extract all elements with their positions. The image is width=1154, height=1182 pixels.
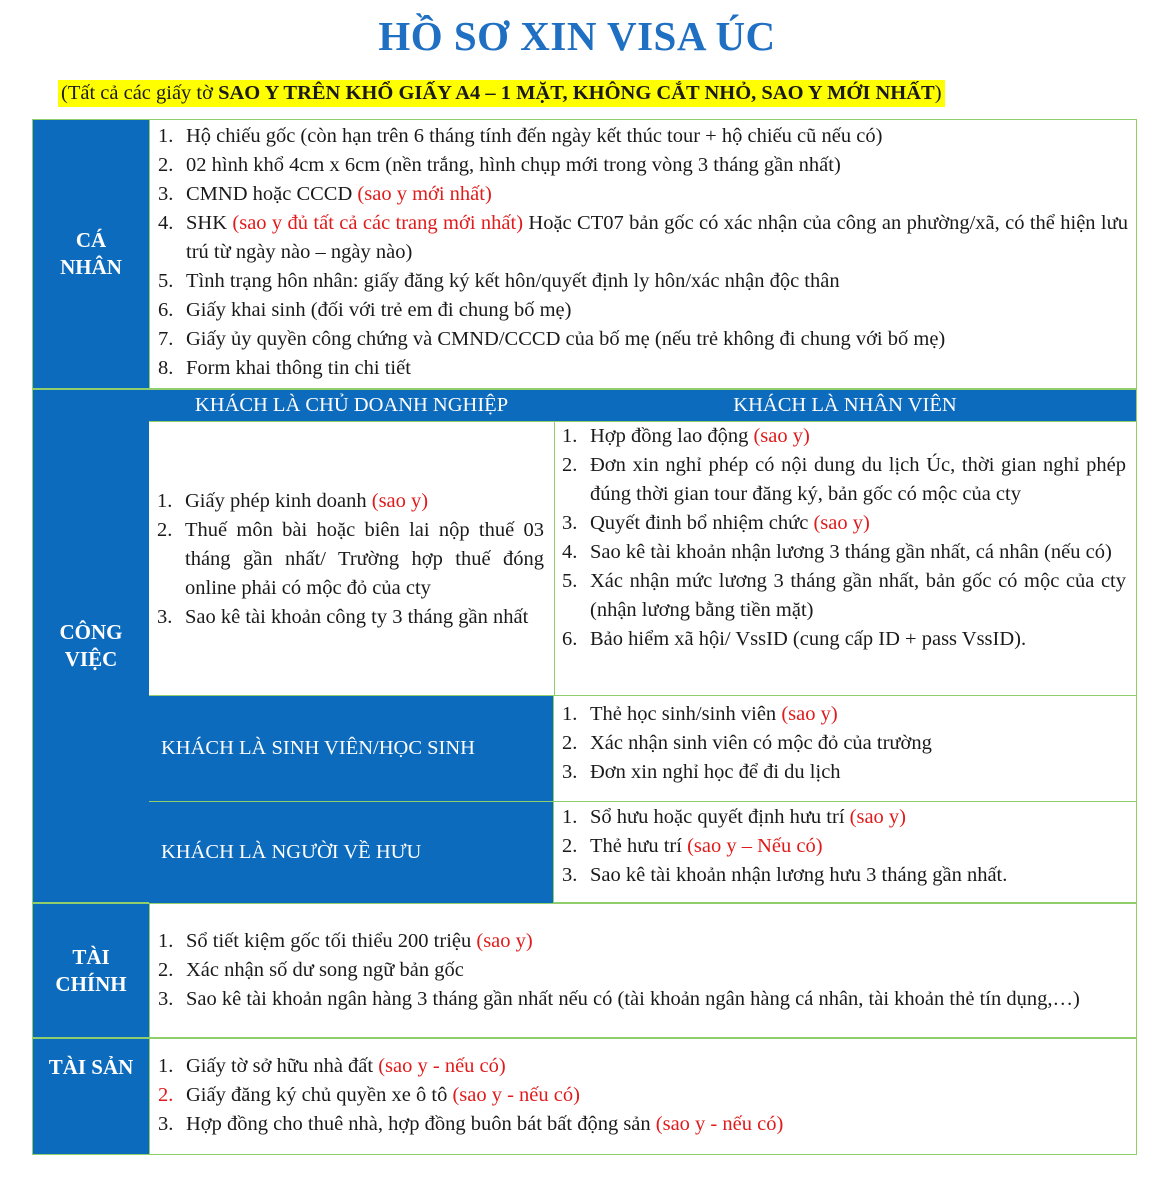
list-item (150, 325, 1128, 354)
item-text: Tình trạng hôn nhân: giấy đăng ký kết hôn/quyết định ly hôn/xác nhận độc thân (186, 270, 840, 292)
section-tai-san (32, 1038, 1137, 1155)
list-item-text (590, 567, 1126, 625)
item-text: Sao kê tài khoản nhận lương hưu 3 tháng gần nhất. (590, 864, 1008, 886)
list-tai-san (150, 1052, 1136, 1139)
list-item-number: 3. (158, 183, 174, 205)
list-item-number: 1. (158, 930, 174, 952)
list-item (150, 927, 1128, 956)
note-suffix: ) (934, 82, 942, 104)
list-item (554, 861, 1126, 890)
list-item-number: 2. (158, 1084, 174, 1106)
list-item-text (590, 625, 1126, 654)
section-label-cong-viec: CÔNG VIỆC (33, 390, 149, 902)
item-text: Xác nhận số dư song ngữ bản gốc (186, 959, 464, 981)
list-item (150, 267, 1128, 296)
list-item-text (186, 985, 1128, 1014)
list-item-text (186, 267, 1128, 296)
item-text: Sổ hưu hoặc quyết định hưu trí (590, 806, 850, 828)
list-item-text (590, 700, 1126, 729)
list-item-text (186, 209, 1128, 267)
item-text: Thuế môn bài hoặc biên lai nộp thuế 03 tháng gần nhất/ Trường hợp thuế đóng online phải có mộc đỏ của cty (185, 518, 544, 599)
list-item-text (590, 538, 1126, 567)
item-text: Đơn xin nghỉ học để đi du lịch (590, 761, 841, 783)
list-item-text (186, 927, 1128, 956)
list-item-text (590, 509, 1126, 538)
list-item (149, 603, 544, 632)
list-item-text (185, 516, 544, 603)
item-text: Giấy khai sinh (đối với trẻ em đi chung bố mẹ) (186, 299, 572, 321)
list-item-text (186, 180, 1128, 209)
item-copy-note: (sao y) (753, 425, 810, 447)
list-item-text (590, 832, 1126, 861)
list-item-number: 3. (158, 988, 174, 1010)
list-item (149, 487, 544, 516)
list-item-number: 2. (562, 835, 578, 857)
list-item-number: 5. (158, 270, 174, 292)
list-item (150, 956, 1128, 985)
list-item-number: 2. (562, 732, 578, 754)
list-item (150, 1052, 1128, 1081)
item-text: 02 hình khổ 4cm x 6cm (nền trắng, hình chụp mới trong vòng 3 tháng gần nhất) (186, 154, 841, 176)
note-bold: SAO Y TRÊN KHỔ GIẤY A4 – 1 MẶT, KHÔNG CẮT NHỎ, SAO Y MỚI NHẤT (218, 82, 935, 104)
section-ca-nhan (32, 119, 1137, 389)
page-title: HỒ SƠ XIN VISA ÚC (378, 13, 776, 59)
list-item-text (590, 758, 1126, 787)
list-tai-chinh (150, 927, 1136, 1014)
list-item-number: 2. (158, 959, 174, 981)
list-item-number: 3. (157, 605, 173, 628)
list-item (150, 296, 1128, 325)
list-item-text (185, 487, 544, 516)
list-item-text (590, 422, 1126, 451)
item-text: Thẻ hưu trí (590, 835, 688, 857)
list-owner (149, 487, 554, 632)
item-text: Giấy ủy quyền công chứng và CMND/CCCD của bố mẹ (nếu trẻ không đi chung với bố mẹ) (186, 328, 946, 350)
item-text: Sổ tiết kiệm gốc tối thiểu 200 triệu (186, 930, 477, 952)
list-item (554, 625, 1126, 654)
list-item-number: 1. (562, 703, 578, 725)
section-label-ca-nhan: CÁ NHÂN (33, 120, 149, 388)
list-item-text (590, 451, 1126, 509)
list-item (554, 538, 1126, 567)
list-item (150, 985, 1128, 1014)
item-text: CMND hoặc CCCD (186, 183, 358, 205)
list-item-text (186, 956, 1128, 985)
item-copy-note: (sao y - nếu có) (452, 1084, 580, 1106)
list-item (150, 1081, 1128, 1110)
list-item-text (186, 122, 1128, 151)
list-item-number: 5. (562, 570, 578, 592)
list-item (150, 209, 1128, 267)
employee-header: KHÁCH LÀ NHÂN VIÊN (554, 390, 1136, 422)
item-copy-note: (sao y) (813, 512, 870, 534)
list-retired (554, 803, 1136, 890)
item-text: Hộ chiếu gốc (còn hạn trên 6 tháng tính đến ngày kết thúc tour + hộ chiếu cũ nếu có) (186, 125, 883, 147)
list-item (554, 832, 1126, 861)
item-text: Đơn xin nghỉ phép có nội dung du lịch Úc, thời gian nghỉ phép đúng thời gian tour đăng ký, bản gốc có mộc của cty (590, 454, 1126, 505)
list-item (150, 180, 1128, 209)
list-item (554, 729, 1126, 758)
student-header: KHÁCH LÀ SINH VIÊN/HỌC SINH (149, 696, 554, 801)
item-copy-note: (sao y - nếu có) (655, 1113, 784, 1135)
item-copy-note: (sao y đủ tất cả các trang mới nhất) (232, 212, 524, 234)
list-item (554, 758, 1126, 787)
item-text: Giấy phép kinh doanh (185, 489, 372, 512)
item-text: Sao kê tài khoản công ty 3 tháng gần nhất (185, 605, 529, 628)
list-item-number: 3. (562, 512, 578, 534)
list-item-number: 1. (562, 425, 578, 447)
retired-header: KHÁCH LÀ NGƯỜI VỀ HƯU (149, 802, 554, 903)
list-item-number: 1. (157, 489, 173, 512)
list-item-text (590, 861, 1126, 890)
item-text: Giấy tờ sở hữu nhà đất (186, 1055, 379, 1077)
list-item (150, 122, 1128, 151)
item-text: Quyết đinh bổ nhiệm chức (590, 512, 814, 534)
list-item (554, 422, 1126, 451)
list-item-text (186, 151, 1128, 180)
item-text: Hợp đồng lao động (590, 425, 754, 447)
item-text: Xác nhận mức lương 3 tháng gần nhất, bản gốc có mộc của cty (nhận lương bằng tiền mặt) (590, 570, 1126, 621)
list-item (150, 354, 1128, 383)
list-item-text (590, 729, 1126, 758)
list-item (554, 509, 1126, 538)
list-item (554, 803, 1126, 832)
list-item-number: 3. (158, 1113, 174, 1135)
list-student (554, 700, 1136, 787)
list-item-text (186, 1052, 1128, 1081)
list-item (150, 1110, 1128, 1139)
list-item (554, 700, 1126, 729)
list-item (150, 151, 1128, 180)
list-item (149, 516, 544, 603)
list-item-number: 7. (158, 328, 174, 350)
item-text: Hợp đồng cho thuê nhà, hợp đồng buôn bát bất động sản (186, 1113, 656, 1135)
list-item-number: 1. (158, 125, 174, 147)
list-item-text (186, 1110, 1128, 1139)
list-item-number: 8. (158, 357, 174, 379)
item-text: Sao kê tài khoản ngân hàng 3 tháng gần nhất nếu có (tài khoản ngân hàng cá nhân, tài khoản thẻ tín dụng,…) (186, 988, 1080, 1010)
owner-header: KHÁCH LÀ CHỦ DOANH NGHIỆP (149, 390, 554, 422)
list-item-number: 4. (562, 541, 578, 563)
note-prefix: (Tất cả các giấy tờ (61, 82, 219, 104)
item-copy-note: (sao y) (849, 806, 907, 828)
list-item-number: 3. (562, 864, 578, 886)
item-copy-note: (sao y) (476, 930, 533, 952)
item-text-after: Hoặc CT07 bản gốc có xác nhận của công an phường/xã, có thể hiện lưu trú từ ngày nào – ngày nào) (186, 212, 1128, 263)
list-item-number: 1. (562, 806, 578, 828)
list-item-text (186, 296, 1128, 325)
item-text: SHK (186, 212, 233, 234)
list-item-number: 2. (157, 518, 173, 541)
list-item-text (590, 803, 1126, 832)
note-banner (58, 80, 945, 107)
section-label-tai-san: TÀI SẢN (33, 1039, 149, 1154)
list-item-number: 6. (158, 299, 174, 321)
item-text: Thẻ học sinh/sinh viên (590, 703, 782, 725)
list-item-number: 4. (158, 212, 174, 234)
item-text: Giấy đăng ký chủ quyền xe ô tô (186, 1084, 453, 1106)
list-item-text (186, 1081, 1128, 1110)
list-item-text (185, 603, 544, 632)
item-copy-note: (sao y - nếu có) (378, 1055, 506, 1077)
item-text: Bảo hiểm xã hội/ VssID (cung cấp ID + pass VssID). (590, 628, 1027, 650)
list-item-number: 3. (562, 761, 578, 783)
list-item-number: 2. (562, 454, 578, 476)
section-label-tai-chinh: TÀI CHÍNH (33, 904, 149, 1037)
list-item-number: 6. (562, 628, 578, 650)
item-text: Xác nhận sinh viên có mộc đỏ của trường (590, 732, 932, 754)
list-item (554, 451, 1126, 509)
item-copy-note: (sao y) (781, 703, 838, 725)
list-item-number: 2. (158, 154, 174, 176)
section-tai-chinh (32, 903, 1137, 1038)
list-item-text (186, 325, 1128, 354)
item-copy-note: (sao y mới nhất) (357, 183, 492, 205)
item-text: Form khai thông tin chi tiết (186, 357, 411, 379)
list-ca-nhan (150, 120, 1136, 383)
item-text: Sao kê tài khoản nhận lương 3 tháng gần nhất, cá nhân (nếu có) (590, 541, 1112, 563)
list-employee (554, 422, 1136, 654)
list-item-text (186, 354, 1128, 383)
item-copy-note: (sao y) (371, 489, 429, 512)
list-item (554, 567, 1126, 625)
section-cong-viec (32, 389, 1137, 903)
item-copy-note: (sao y – Nếu có) (687, 835, 823, 857)
list-item-number: 1. (158, 1055, 174, 1077)
